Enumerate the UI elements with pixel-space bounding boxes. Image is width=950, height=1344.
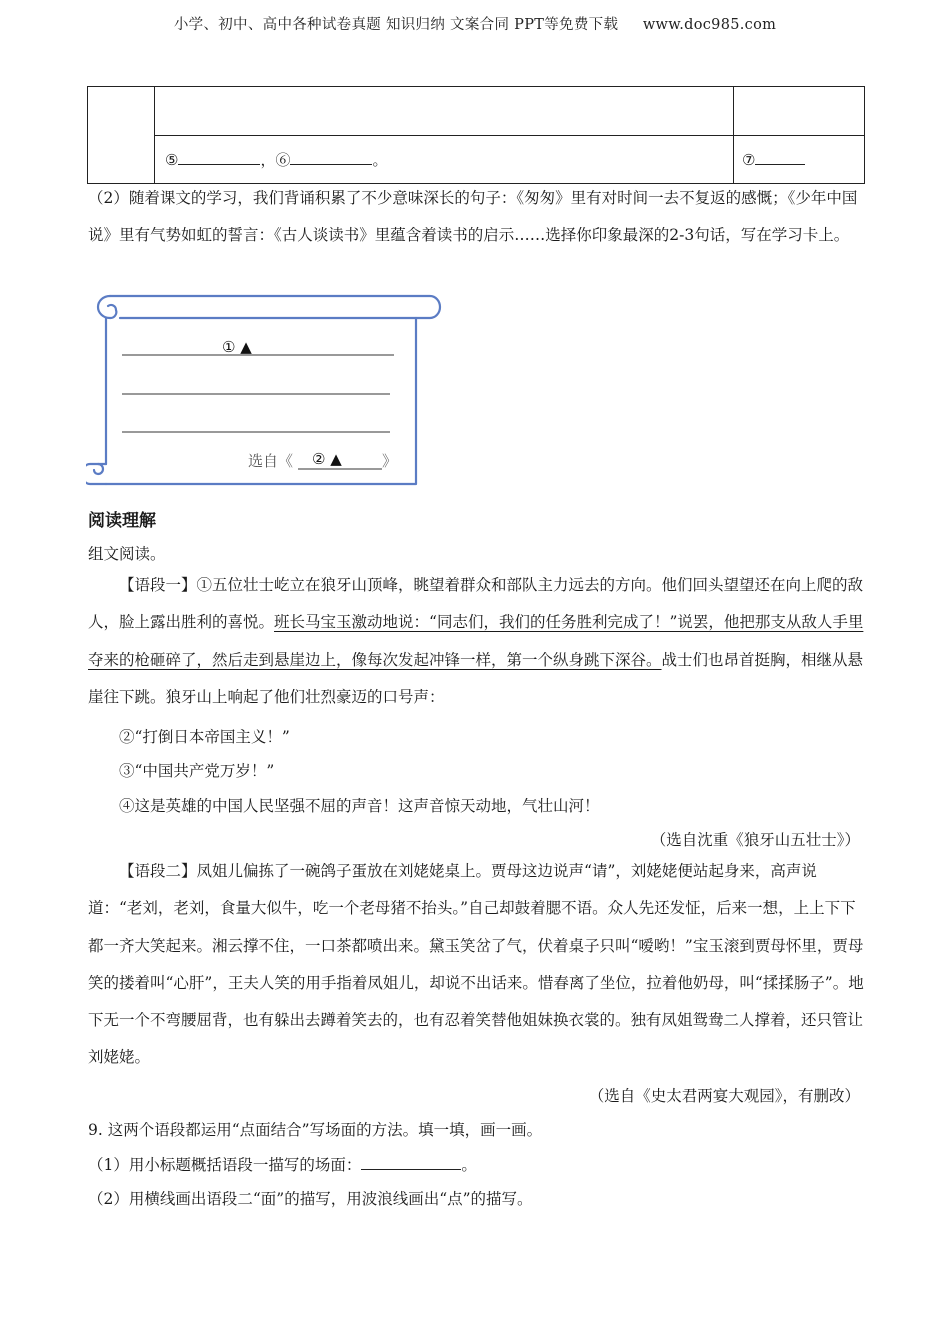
blank-5-label: ⑤ [165,151,179,169]
period: 。 [372,151,388,169]
passage-1-text-a: ①五位壮士屹立在狼牙山顶峰，眺望着群众和部队主力远去的方向。他们回头望望还在向上爬的敌人，脸上露出胜利的喜悦。 [88,576,864,632]
card-source-suffix: 》 [382,452,398,470]
study-card [86,294,442,490]
question-9-sub-2: （2）用横线画出语段二“面”的描写，用波浪线画出“点”的描写。 [88,1190,533,1208]
blank-6-line[interactable] [290,150,372,165]
answer-table [87,86,865,184]
passage-1-line-3: ③“中国共产党万岁！” [119,762,275,780]
passage-2 [88,853,868,1077]
passage-1-line-4: ④这是英雄的中国人民坚强不屈的声音！这声音惊天动地，气壮山河！ [119,797,600,815]
header-text: 小学、初中、高中各种试卷真题 知识归纳 文案合同 PPT等免费下载 [173,17,619,33]
passage-1-underlined: 班长马宝玉激动地说：“同志们，我们的任务胜利完成了！”说罢，他把那支从敌人手里夺来的枪砸碎了，然后走到悬崖边上，像每次发起冲锋一样，第一个纵身跳下深谷。 [88,613,864,669]
passage-2-tag: 【语段二】 [119,862,197,880]
passage-1-tag: 【语段一】 [119,576,197,594]
question-9-sub-1-end: 。 [461,1156,477,1174]
section-title: 阅读理解 [88,511,156,531]
card-item-1: ① ▲ [222,338,252,356]
page-header [0,13,950,34]
blank-7-line[interactable] [755,150,805,165]
table-cell-upper [155,87,734,136]
table-cell-upper-right [734,87,865,136]
passage-1-text-b: 战士们也昂首挺胸，相继从悬崖往下跳。狼牙山上响起了他们壮烈豪迈的口号声： [88,650,864,706]
blank-6-label: ⑥ [275,151,291,169]
table-cell-blanks [155,136,734,184]
question-9-sub-1 [88,1153,868,1175]
group-label: 组文阅读。 [88,545,166,563]
blank-5-line[interactable] [178,150,260,165]
card-source-prefix: 选自《 [248,452,294,470]
card-item-2: ② ▲ [312,450,342,468]
table-cell-blank7 [734,136,865,184]
header-url: www.doc985.com [642,17,777,33]
passage-2-text: 凤姐儿偏拣了一碗鸽子蛋放在刘姥姥桌上。贾母这边说声“请”，刘姥姥便站起身来，高声说道：“老刘，老刘，食量大似牛，吃一个老母猪不抬头。”自己却鼓着腮不语。众人先还发怔，后来一想，上上下下都一齐大笑起来。湘云撑不住，一口茶都喷出来。黛玉笑岔了气，伏着桌子只叫“嗳哟！”宝玉滚到贾母怀里，贾母笑的搂着叫“心肝”，王夫人笑的用手指着凤姐儿，却说不出话来。惜春离了坐位，拉着他奶母，叫“揉揉肠子”。地下无一个不弯腰屈背，也有躲出去蹲着笑去的，也有忍着笑替他姐妹换衣裳的。独有凤姐鸳鸯二人撑着，还只管让刘姥姥。 [88,862,864,1067]
blank-7-label: ⑦ [742,151,756,169]
passage-1-line-2: ②“打倒日本帝国主义！” [119,728,290,746]
question-2: （2）随着课文的学习，我们背诵积累了不少意味深长的句子：《匆匆》里有对时间一去不复返的感慨；《少年中国说》里有气势如虹的誓言：《古人谈读书》里蕴含着读书的启示……选择你印象最深的2-3句话，写在学习卡上。 [88,189,858,245]
question-9-stem: 9. 这两个语段都运用“点面结合”写场面的方法。填一填，画一画。 [88,1121,543,1139]
question-9-sub-1-blank[interactable] [361,1155,461,1170]
comma: ， [260,151,276,169]
passage-1 [88,567,868,716]
passage-1-source: （选自沈重《狼牙山五壮士》） [650,831,860,849]
question-9-sub-1-text: （1）用小标题概括语段一描写的场面： [88,1156,362,1174]
passage-2-source: （选自《史太君两宴大观园》，有删改） [588,1087,860,1105]
table-cell-left [88,87,155,184]
